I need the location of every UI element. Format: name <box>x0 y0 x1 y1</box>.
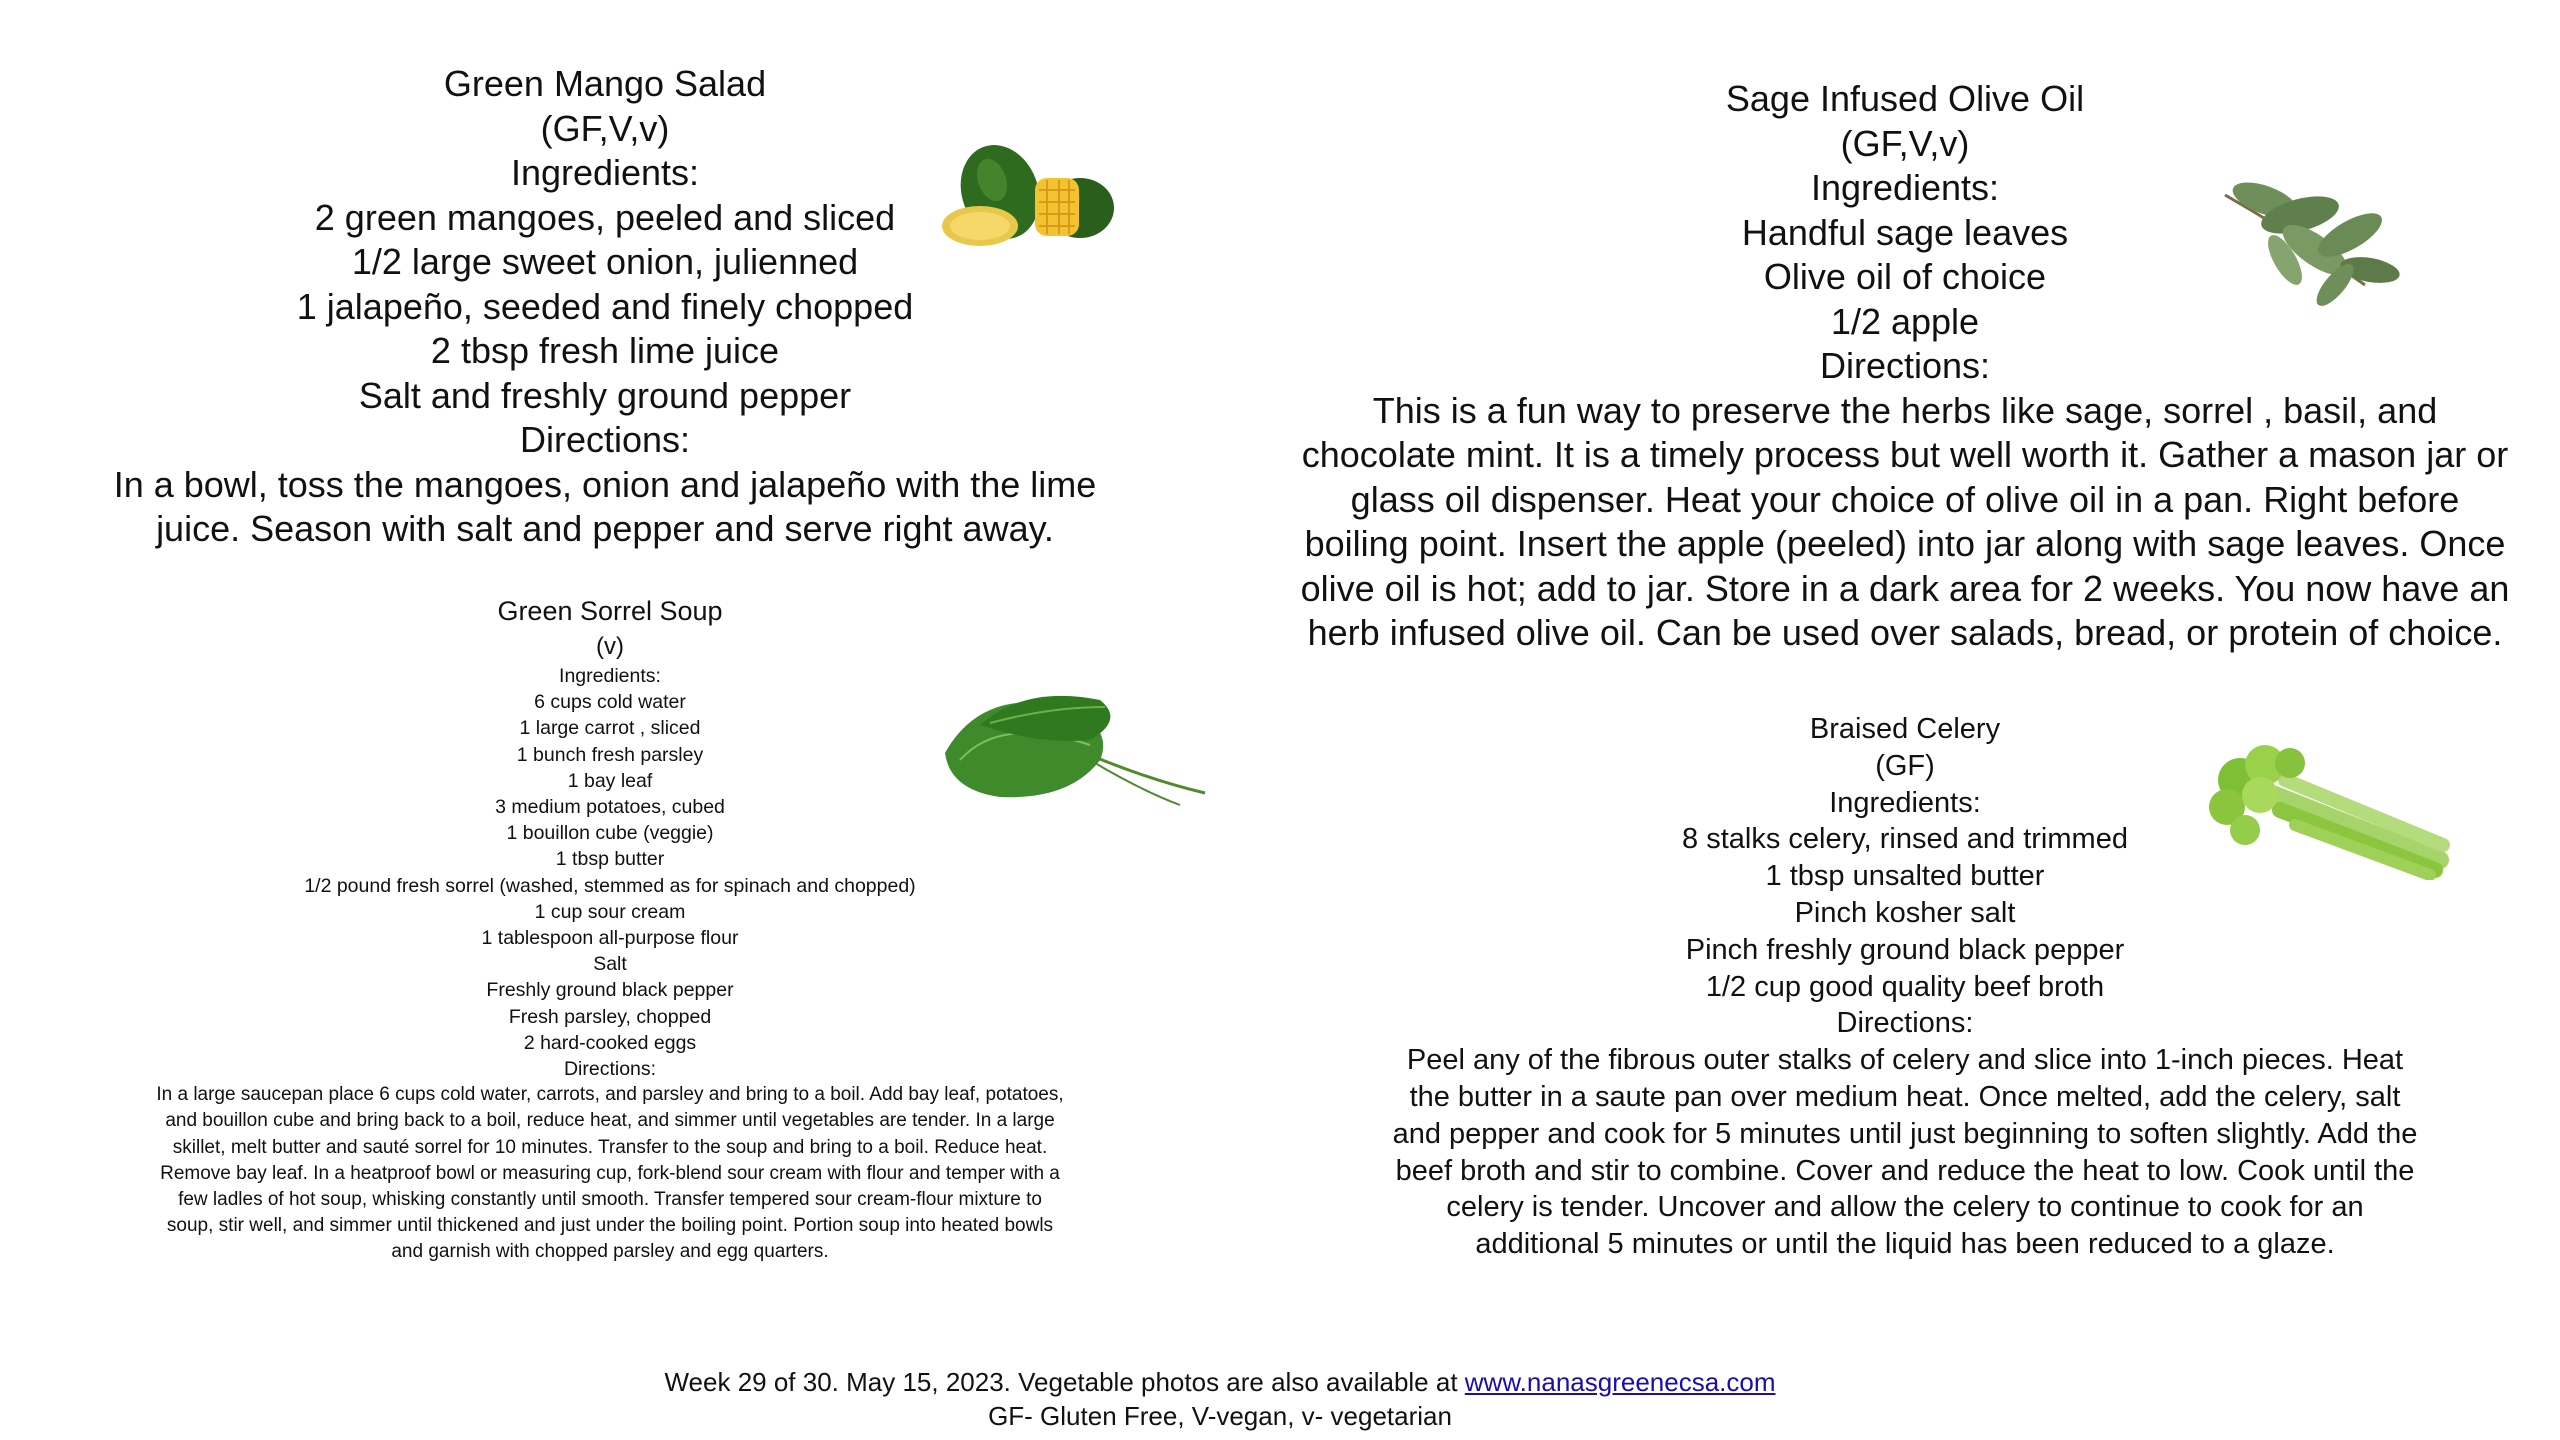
directions-line: boiling point. Insert the apple (peeled) into jar along with sage leaves. Once <box>1304 523 2506 564</box>
ingredient-item: 1 bay leaf <box>567 769 653 792</box>
ingredient-item: Pinch kosher salt <box>1794 896 2016 929</box>
ingredient-item: 8 stalks celery, rinsed and trimmed <box>1682 823 2128 856</box>
ingredient-item: 1 tbsp butter <box>555 848 665 871</box>
ingredient-item: 2 hard-cooked eggs <box>523 1031 697 1054</box>
directions-line: soup, stir well, and simmer until thickened and just under the boiling point. Portion soup into heated bowls <box>166 1215 1054 1237</box>
ingredients-label: Ingredients: <box>1829 786 1981 819</box>
directions-line: In a large saucepan place 6 cups cold water, carrots, and parsley and bring to a boil. Add bay leaf, potatoes, <box>156 1084 1064 1106</box>
recipe-title: Green Mango Salad <box>443 63 767 104</box>
ingredient-item: Olive oil of choice <box>1763 256 2047 297</box>
ingredients-label: Ingredients: <box>510 152 700 193</box>
directions-line: additional 5 minutes or until the liquid has been reduced to a glaze. <box>1475 1228 2335 1261</box>
directions-line: olive oil is hot; add to jar. Store in a dark area for 2 weeks. You now have an <box>1300 567 2510 609</box>
ingredient-item: Salt <box>593 953 627 976</box>
directions-line: celery is tender. Uncover and allow the celery to continue to cook for an <box>1446 1191 2364 1224</box>
directions-line: chocolate mint. It is a timely process but well worth it. Gather a mason jar or <box>1301 434 2509 475</box>
footer-week-text: Week 29 of 30. May 15, 2023. Vegetable photos are also available at <box>664 1367 1465 1397</box>
recipe-sage-infused-olive-oil <box>1270 77 2540 656</box>
website-link[interactable]: www.nanasgreenecsa.com <box>1464 1367 1776 1397</box>
ingredient-item: Handful sage leaves <box>1741 211 2069 253</box>
ingredient-item: 1 jalapeño, seeded and finely chopped <box>296 285 914 327</box>
sorrel-leaves-image <box>940 685 1210 815</box>
directions-line: This is a fun way to preserve the herbs like sage, sorrel , basil, and <box>1372 389 2438 431</box>
ingredient-item: 1 bouillon cube (veggie) <box>506 822 714 845</box>
footer <box>0 1365 2440 1433</box>
ingredient-item: 1 cup sour cream <box>534 900 686 923</box>
directions-line: the butter in a saute pan over medium heat. Once melted, add the celery, salt <box>1409 1080 2401 1113</box>
directions-line: and bouillon cube and bring back to a boil, reduce heat, and simmer until vegetables are tender. In a large <box>165 1110 1055 1132</box>
directions-label: Directions: <box>1836 1007 1974 1040</box>
ingredients-label: Ingredients: <box>1810 167 2000 208</box>
directions-line: skillet, melt butter and sauté sorrel for 10 minutes. Transfer to the soup and bring to a boil. Reduce heat. <box>172 1136 1048 1158</box>
ingredient-item: 1 large carrot , sliced <box>519 717 701 740</box>
directions-line: and garnish with chopped parsley and egg quarters. <box>391 1241 829 1263</box>
directions-line: and pepper and cook for 5 minutes until just beginning to soften slightly. Add the <box>1392 1117 2418 1150</box>
directions-label: Directions: <box>519 419 691 460</box>
directions-line: Remove bay leaf. In a heatproof bowl or measuring cup, fork-blend sour cream with flour and temper with a <box>160 1162 1060 1184</box>
green-mango-image <box>940 140 1120 250</box>
directions-line: few ladles of hot soup, whisking constantly until smooth. Transfer tempered sour cream-flour mixture to <box>178 1189 1042 1211</box>
ingredient-item: 2 tbsp fresh lime juice <box>430 330 780 371</box>
recipe-title: Braised Celery <box>1809 713 2001 745</box>
ingredient-item: 1 tablespoon all-purpose flour <box>481 927 739 950</box>
recipe-green-mango-salad <box>90 62 1120 552</box>
recipe-title: Sage Infused Olive Oil <box>1725 78 2085 119</box>
ingredient-item: 1/2 apple <box>1830 300 1980 342</box>
sage-leaves-image <box>2205 165 2415 310</box>
footer-line-1 <box>0 1365 2440 1399</box>
footer-legend: GF- Gluten Free, V-vegan, v- vegetarian <box>988 1401 1452 1431</box>
ingredient-item: 2 green mangoes, peeled and sliced <box>314 196 896 238</box>
recipe-title: Green Sorrel Soup <box>497 596 723 626</box>
directions-line: glass oil dispenser. Heat your choice of olive oil in a pan. Right before <box>1350 478 2460 520</box>
directions-line: herb infused olive oil. Can be used over salads, bread, or protein of choice. <box>1307 612 2503 653</box>
ingredient-item: 1/2 cup good quality beef broth <box>1705 970 2105 1003</box>
ingredient-item: Pinch freshly ground black pepper <box>1685 933 2125 966</box>
ingredient-item: 6 cups cold water <box>534 691 686 714</box>
ingredient-item: 1/2 large sweet onion, julienned <box>351 241 859 282</box>
recipe-tags: (GF,V,v) <box>1840 122 1970 164</box>
directions-label: Directions: <box>1819 345 1991 386</box>
recipe-tags: (GF,V,v) <box>540 107 670 149</box>
ingredients-label: Ingredients: <box>559 665 661 687</box>
ingredient-item: 1/2 pound fresh sorrel (washed, stemmed as for spinach and chopped) <box>304 874 916 897</box>
recipe-tags: (GF) <box>1875 749 1935 782</box>
directions-label: Directions: <box>563 1058 657 1081</box>
ingredient-item: Salt and freshly ground pepper <box>358 374 852 416</box>
directions-line: In a bowl, toss the mangoes, onion and jalapeño with the lime <box>113 463 1097 505</box>
directions-line: juice. Season with salt and pepper and serve right away. <box>156 508 1054 549</box>
directions-line: beef broth and stir to combine. Cover and reduce the heat to low. Cook until the <box>1395 1154 2415 1187</box>
celery-image <box>2205 735 2450 880</box>
directions-line: Peel any of the fibrous outer stalks of celery and slice into 1-inch pieces. Heat <box>1406 1044 2404 1077</box>
ingredient-item: Freshly ground black pepper <box>486 979 734 1002</box>
ingredient-item: 1 bunch fresh parsley <box>516 743 704 766</box>
ingredient-item: 1 tbsp unsalted butter <box>1765 860 2045 893</box>
recipe-tags: (v) <box>596 633 624 660</box>
ingredient-item: Fresh parsley, chopped <box>508 1005 712 1028</box>
ingredient-item: 3 medium potatoes, cubed <box>495 796 725 819</box>
